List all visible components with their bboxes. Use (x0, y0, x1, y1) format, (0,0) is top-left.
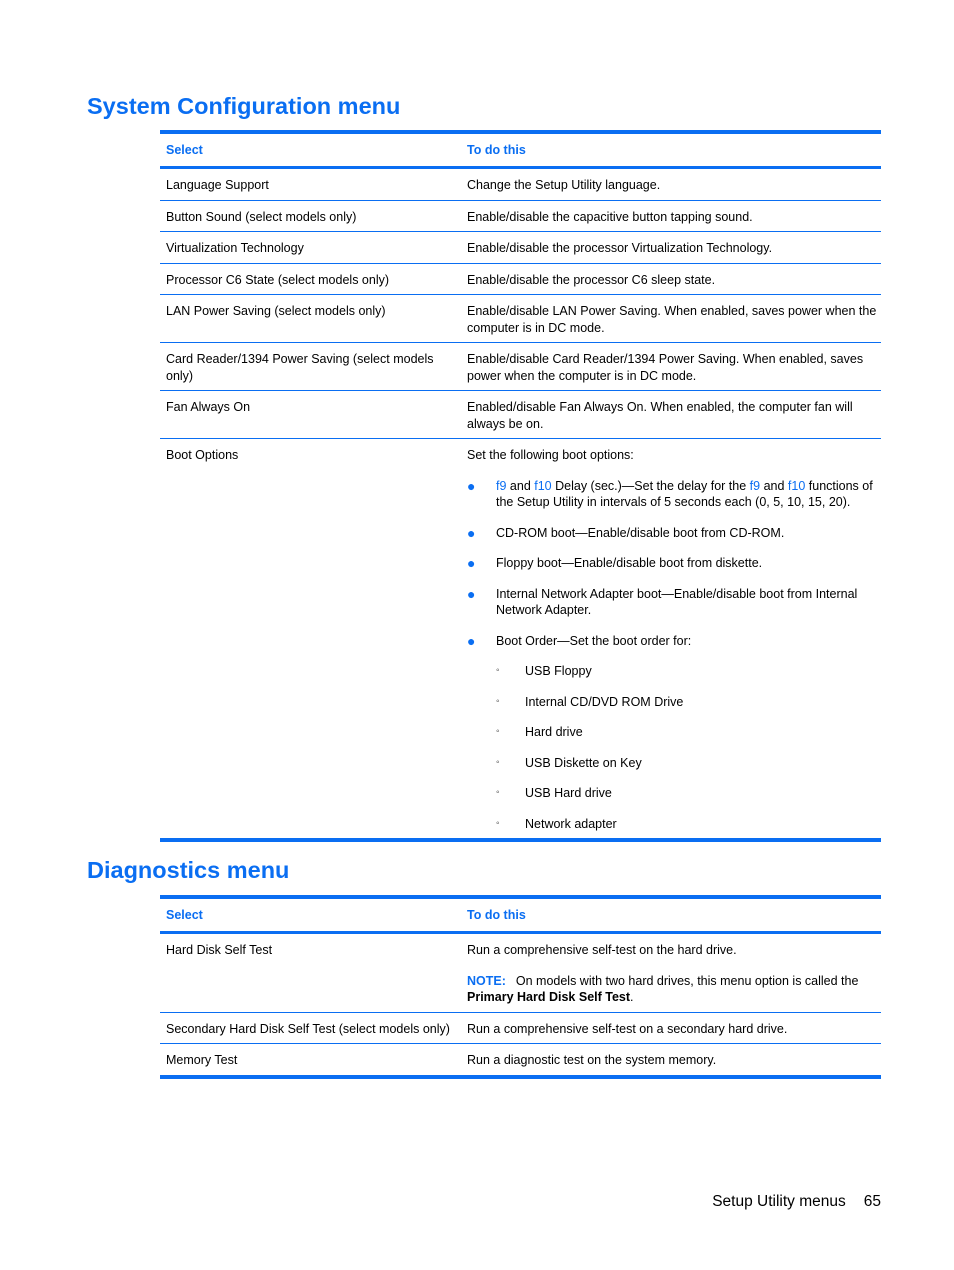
sub-list-item (496, 694, 877, 711)
table-bottom-rule (160, 838, 881, 842)
note-label: NOTE: (467, 973, 506, 988)
circle-bullet-icon: ◦ (496, 787, 500, 798)
sub-list-item (496, 724, 877, 741)
circle-bullet-icon: ◦ (496, 817, 500, 829)
footer-label: Setup Utility menus (712, 1193, 846, 1210)
delay-text: Delay (sec.)—Set the delay for the (551, 478, 750, 493)
list-item-text: Floppy boot—Enable/disable boot from diskette. (496, 556, 763, 570)
select-cell: Hard Disk Self Test (166, 943, 273, 957)
key-f9: f9 (749, 478, 761, 493)
bullet-icon: ● (467, 632, 476, 649)
list-item (467, 525, 877, 542)
list-item-text: CD-ROM boot—Enable/disable boot from CD-ROM. (496, 525, 785, 540)
column-header-select: Select (166, 907, 203, 922)
sub-list-item-text: Internal CD/DVD ROM Drive (525, 694, 684, 709)
table-row-boot-options (160, 439, 881, 838)
page-number: 65 (863, 1193, 881, 1210)
column-header-select: Select (166, 142, 203, 157)
list-item-text: Boot Order—Set the boot order for: (496, 633, 692, 648)
delay-text: functions of the Setup Utility in intervals of 5 seconds each (0, 5, 10, 15, 20). (496, 478, 873, 509)
column-header-todo: To do this (467, 907, 526, 922)
todo-cell: Enable/disable LAN Power Saving. When enabled, saves power when the computer is in DC mode. (467, 304, 877, 335)
sub-list-item-text: USB Diskette on Key (525, 755, 642, 770)
circle-bullet-icon: ◦ (496, 726, 500, 737)
table-header (160, 134, 881, 169)
key-f9: f9 (496, 478, 507, 493)
diagnostics-table (160, 895, 881, 1079)
table-row (160, 264, 881, 296)
table-row (160, 232, 881, 264)
table-header (160, 899, 881, 934)
key-f10: f10 (787, 478, 806, 493)
select-cell: Processor C6 State (select models only) (166, 272, 390, 287)
list-item-boot-order (467, 633, 877, 833)
todo-cell: Run a diagnostic test on the system memory. (467, 1053, 717, 1067)
sub-list-item-text: Hard drive (525, 725, 583, 739)
select-cell: Language Support (166, 178, 269, 192)
sub-list-item (496, 663, 877, 680)
todo-cell: Enable/disable the processor Virtualization Technology. (467, 241, 773, 255)
column-header-todo: To do this (467, 142, 526, 157)
select-cell: LAN Power Saving (select models only) (166, 304, 386, 318)
select-cell: Secondary Hard Disk Self Test (select models only) (166, 1021, 450, 1036)
todo-cell (461, 934, 881, 1012)
table-row (160, 295, 881, 343)
list-item (467, 586, 877, 619)
todo-cell: Enable/disable Card Reader/1394 Power Saving. When enabled, saves power when the computer is in DC mode. (467, 352, 864, 383)
select-cell: Card Reader/1394 Power Saving (select models only) (166, 352, 434, 383)
table-row (160, 343, 881, 391)
sub-list-item-text: USB Floppy (525, 664, 592, 678)
table-row (160, 169, 881, 201)
list-item (467, 555, 877, 572)
todo-cell-boot-options (461, 439, 881, 838)
boot-options-list (467, 478, 877, 833)
bullet-icon: ● (467, 555, 476, 571)
note-bold-text: Primary Hard Disk Self Test (467, 990, 631, 1004)
circle-bullet-icon: ◦ (496, 665, 500, 676)
table-row (160, 201, 881, 233)
note-end: . (630, 990, 634, 1004)
bullet-icon: ● (467, 524, 476, 541)
table-row (160, 934, 881, 1013)
bullet-icon: ● (467, 585, 476, 602)
sub-list-item (496, 755, 877, 772)
note-text: On models with two hard drives, this menu option is called the (515, 973, 859, 988)
todo-cell: Run a comprehensive self-test on a secondary hard drive. (467, 1021, 788, 1036)
select-cell: Virtualization Technology (166, 241, 304, 255)
todo-cell: Enable/disable the processor C6 sleep state. (467, 272, 716, 287)
page-footer (712, 1193, 881, 1211)
boot-order-list (496, 663, 877, 832)
circle-bullet-icon: ◦ (496, 756, 500, 768)
todo-text: Run a comprehensive self-test on the hard drive. (467, 943, 737, 957)
todo-cell: Change the Setup Utility language. (467, 178, 661, 192)
section-title-diagnostics: Diagnostics menu (87, 857, 290, 883)
delay-text: and (506, 478, 535, 493)
sub-list-item (496, 785, 877, 802)
todo-cell: Enabled/disable Fan Always On. When enabled, the computer fan will always be on. (467, 400, 853, 431)
table-row (160, 1044, 881, 1075)
key-f10: f10 (534, 478, 552, 493)
table-row (160, 391, 881, 439)
delay-text: and (760, 478, 788, 493)
list-item-text: Internal Network Adapter boot—Enable/disable boot from Internal Network Adapter. (496, 586, 858, 617)
table-row (160, 1013, 881, 1045)
sub-list-item-text: USB Hard drive (525, 786, 612, 800)
circle-bullet-icon: ◦ (496, 695, 500, 707)
boot-options-intro: Set the following boot options: (467, 448, 634, 462)
table-bottom-rule (160, 1075, 881, 1079)
select-cell: Memory Test (166, 1053, 238, 1067)
bullet-icon: ● (467, 477, 476, 494)
select-cell: Fan Always On (166, 400, 251, 414)
system-configuration-table (160, 130, 881, 842)
sub-list-item (496, 816, 877, 833)
select-cell: Boot Options (166, 448, 239, 462)
list-item-delay (467, 478, 877, 511)
todo-cell: Enable/disable the capacitive button tapping sound. (467, 209, 753, 224)
sub-list-item-text: Network adapter (525, 816, 617, 831)
select-cell: Button Sound (select models only) (166, 209, 357, 224)
section-title-system-configuration: System Configuration menu (87, 93, 401, 119)
note (467, 973, 877, 1006)
